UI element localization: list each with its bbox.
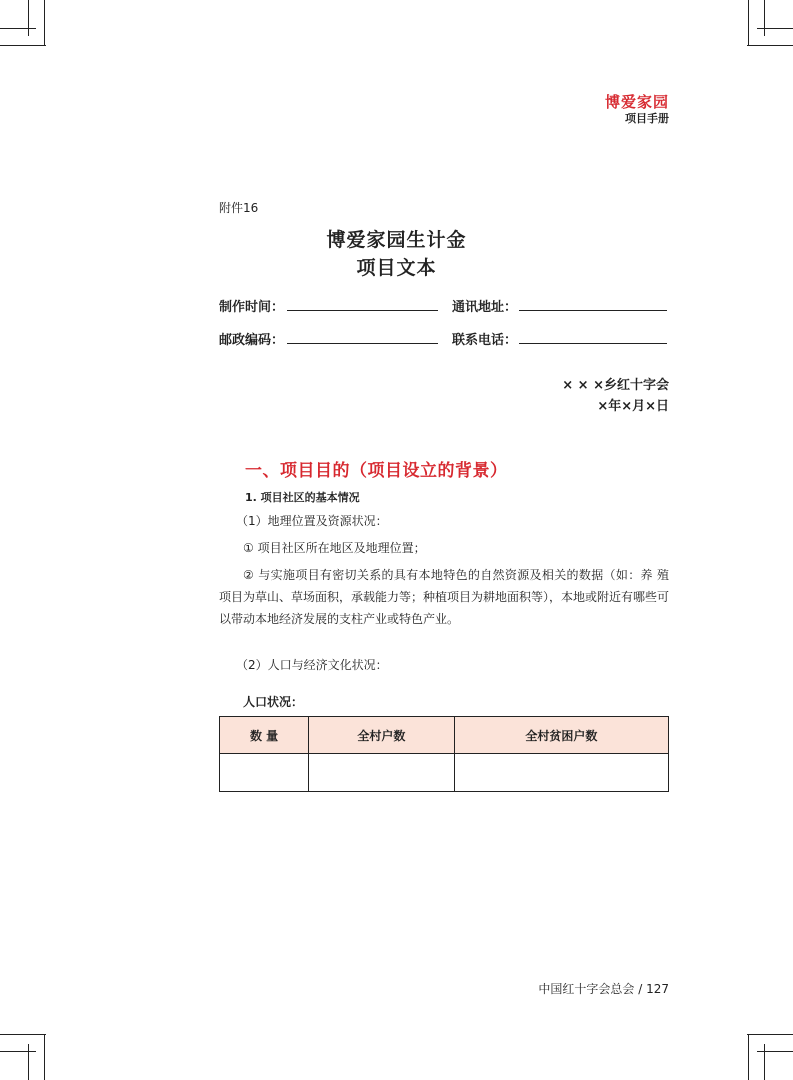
point-resources: ② 与实施项目有密切关系的具有本地特色的自然资源及相关的数据（如：养 殖项目为草山、草场面积，承载能力等；种植项目为耕地面积等），本地或附近有哪些可以带动本地经济发展的支柱产业或特色产业。 (219, 568, 670, 626)
attachment-label: 附件16 (219, 201, 259, 215)
crop-mark-top-left (0, 45, 46, 46)
crop-mark-bottom-right (748, 1034, 749, 1080)
table-cell[interactable] (220, 754, 309, 792)
running-header (605, 93, 669, 127)
section-heading: 一、项目目的（项目设立的背景） (245, 461, 508, 481)
crop-mark-top-left (44, 0, 45, 46)
item-geography: （1）地理位置及资源状况： (236, 514, 388, 528)
crop-mark-bottom-left (28, 1044, 29, 1080)
table-row (220, 754, 669, 792)
population-label: 人口状况： (243, 695, 304, 709)
phone-field[interactable] (519, 343, 667, 344)
postal-code-label: 邮政编码： (219, 333, 285, 348)
phone-label: 联系电话： (452, 333, 518, 348)
item-population: （2）人口与经济文化状况： (236, 658, 388, 672)
address-field[interactable] (519, 310, 667, 311)
crop-mark-top-right (747, 45, 793, 46)
crop-mark-bottom-right (764, 1044, 765, 1080)
point-location: ① 项目社区所在地区及地理位置； (243, 541, 426, 555)
crop-mark-top-left (28, 0, 29, 36)
population-table (219, 716, 669, 792)
crop-mark-top-left (0, 28, 36, 29)
production-time-label: 制作时间： (219, 300, 285, 315)
crop-mark-bottom-right (757, 1051, 793, 1052)
header-poor-households: 全村贫困户数 (454, 717, 668, 754)
document-title-line1: 博爱家园生计金 (326, 229, 467, 251)
brand-title: 博爱家园 (604, 93, 669, 111)
document-title-line2: 项目文本 (356, 257, 437, 279)
crop-mark-bottom-right (747, 1034, 793, 1035)
table-cell[interactable] (454, 754, 668, 792)
production-time-field[interactable] (287, 310, 438, 311)
crop-mark-bottom-left (0, 1051, 36, 1052)
header-households: 全村户数 (309, 717, 455, 754)
crop-mark-bottom-left (44, 1034, 45, 1080)
subsection-heading: 1. 项目社区的基本情况 (245, 491, 360, 504)
brand-subtitle: 项目手册 (625, 112, 669, 125)
header-quantity: 数 量 (220, 717, 309, 754)
table-header-row (220, 717, 669, 754)
org-name: × × ×乡红十字会 (562, 378, 669, 393)
postal-code-field[interactable] (287, 343, 438, 344)
org-date: ×年×月×日 (597, 399, 669, 414)
crop-mark-top-right (764, 0, 765, 36)
table-cell[interactable] (309, 754, 455, 792)
crop-mark-top-right (748, 0, 749, 46)
address-label: 通讯地址： (452, 300, 518, 315)
crop-mark-top-right (757, 28, 793, 29)
crop-mark-bottom-left (0, 1034, 46, 1035)
page-footer: 中国红十字会总会 / 127 (538, 982, 669, 996)
